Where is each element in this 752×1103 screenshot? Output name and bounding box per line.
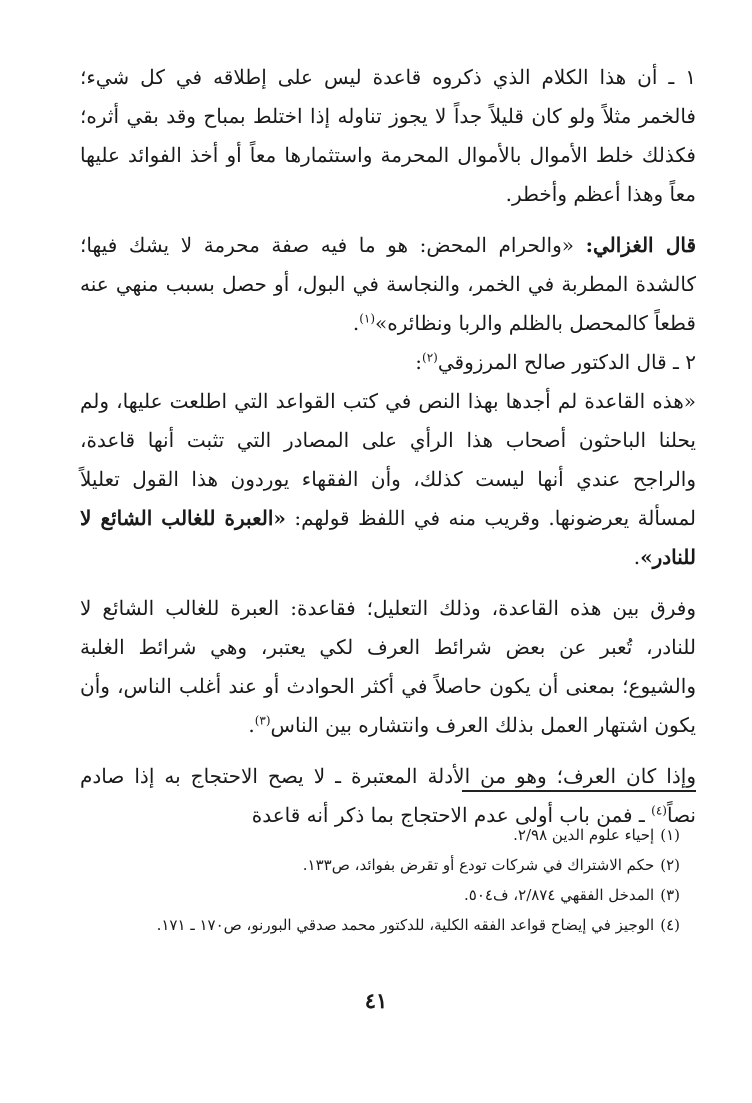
footnotes bbox=[60, 820, 680, 940]
paragraph-3: «هذه القاعدة لم أجدها بهذا النص في كتب القواعد التي اطلعت عليها، ولم يحلنا الباحثون أصحاب هذا الرأي على المصادر التي تثبت أنها قاعدة، والراجح عندي أنها ليست كذلك، وأن الفقهاء يوردون هذا القول تعليلاً لمسألة يعرضونها. وقريب منه في اللفظ قولهم: «العبرة للغالب الشائع لا للنادر». bbox=[80, 389, 696, 569]
footnote-ref-3[interactable]: (٣) bbox=[254, 713, 271, 728]
footnote-3: (٣)المدخل الفقهي ٢/٨٧٤، ف٥٠٤. bbox=[464, 886, 680, 904]
paragraph-1: ١ ـ أن هذا الكلام الذي ذكروه قاعدة ليس على إطلاقه في كل شيء؛ فالخمر مثلاً ولو كان قليلاً جداً لا يجوز تناوله إذا اختلط بمباح وقد بقي أثره؛ فكذلك خلط الأموال بالأموال المحرمة واستثمارها معاً أو أخذ الفوائد عليها معاً وهذا أعظم وأخطر. bbox=[80, 65, 696, 206]
ghazali-quote: «والحرام المحض: هو ما فيه صفة محرمة لا يشك فيها؛ كالشدة المطربة في الخمر، والنجاسة في البول، أو حصل بسبب منهي عنه قطعاً كالمحصل بالظلم والربا ونظائره» bbox=[80, 233, 696, 335]
section-heading-2: ٢ ـ قال الدكتور صالح المرزوقي$^{(٢)}$: bbox=[415, 350, 696, 374]
footnote-divider bbox=[462, 790, 696, 792]
footnote-ref-4[interactable]: (٤) bbox=[651, 803, 667, 818]
footnote-4: (٤)الوجيز في إيضاح قواعد الفقه الكلية، للدكتور محمد صدقي البورنو، ص١٧٠ ـ ١٧١. bbox=[156, 916, 680, 934]
marzouqi-quote: «هذه القاعدة لم أجدها بهذا النص في كتب القواعد التي اطلعت عليها، ولم يحلنا الباحثون أصحاب هذا الرأي على المصادر التي تثبت أنها قاعدة، والراجح عندي أنها ليست كذلك، وأن الفقهاء يوردون هذا القول تعليلاً لمسألة يعرضونها. وقريب منه في اللفظ قولهم: bbox=[80, 389, 696, 530]
footnote-ref-1[interactable]: (١) bbox=[359, 311, 376, 326]
maxim-bold: «العبرة للغالب الشائع لا للنادر» bbox=[80, 506, 696, 569]
footnote-2: (٢)حكم الاشتراك في شركات تودع أو تقرض بفوائد، ص١٣٣. bbox=[302, 856, 680, 874]
page-number: ٤١ bbox=[364, 988, 388, 1013]
paragraph-4: وفرق بين هذه القاعدة، وذلك التعليل؛ فقاعدة: العبرة للغالب الشائع لا للنادر، تُعبر عن بعض شرائط العرف لكي يعتبر، وهي شرائط الغلبة والشيوع؛ بمعنى أن يكون حاصلاً في أكثر الحوادث أو عند أغلب الناس، وأن يكون اشتهار العمل بذلك العرف وانتشاره بين الناس$^{(٣)}$. bbox=[80, 596, 696, 737]
ghazali-lead: قال الغزالي: bbox=[585, 233, 696, 257]
paragraph-2: قال الغزالي: «والحرام المحض: هو ما فيه صفة محرمة لا يشك فيها؛ كالشدة المطربة في الخمر، والنجاسة في البول، أو حصل بسبب منهي عنه قطعاً كالمحصل بالظلم والربا ونظائره»$^{(١)}$. bbox=[80, 233, 696, 335]
footnote-ref-2[interactable]: (٢) bbox=[422, 350, 438, 365]
footnote-1: (١)إحياء علوم الدين ٢/٩٨. bbox=[513, 826, 680, 844]
paragraph-5: وإذا كان العرف؛ وهو من الأدلة المعتبرة ـ لا يصح الاحتجاج به إذا صادم نصاً$^{(٤)}$ ـ فمن باب أولى عدم الاحتجاج بما ذكر أنه قاعدة bbox=[80, 764, 696, 827]
page-body bbox=[80, 58, 696, 835]
